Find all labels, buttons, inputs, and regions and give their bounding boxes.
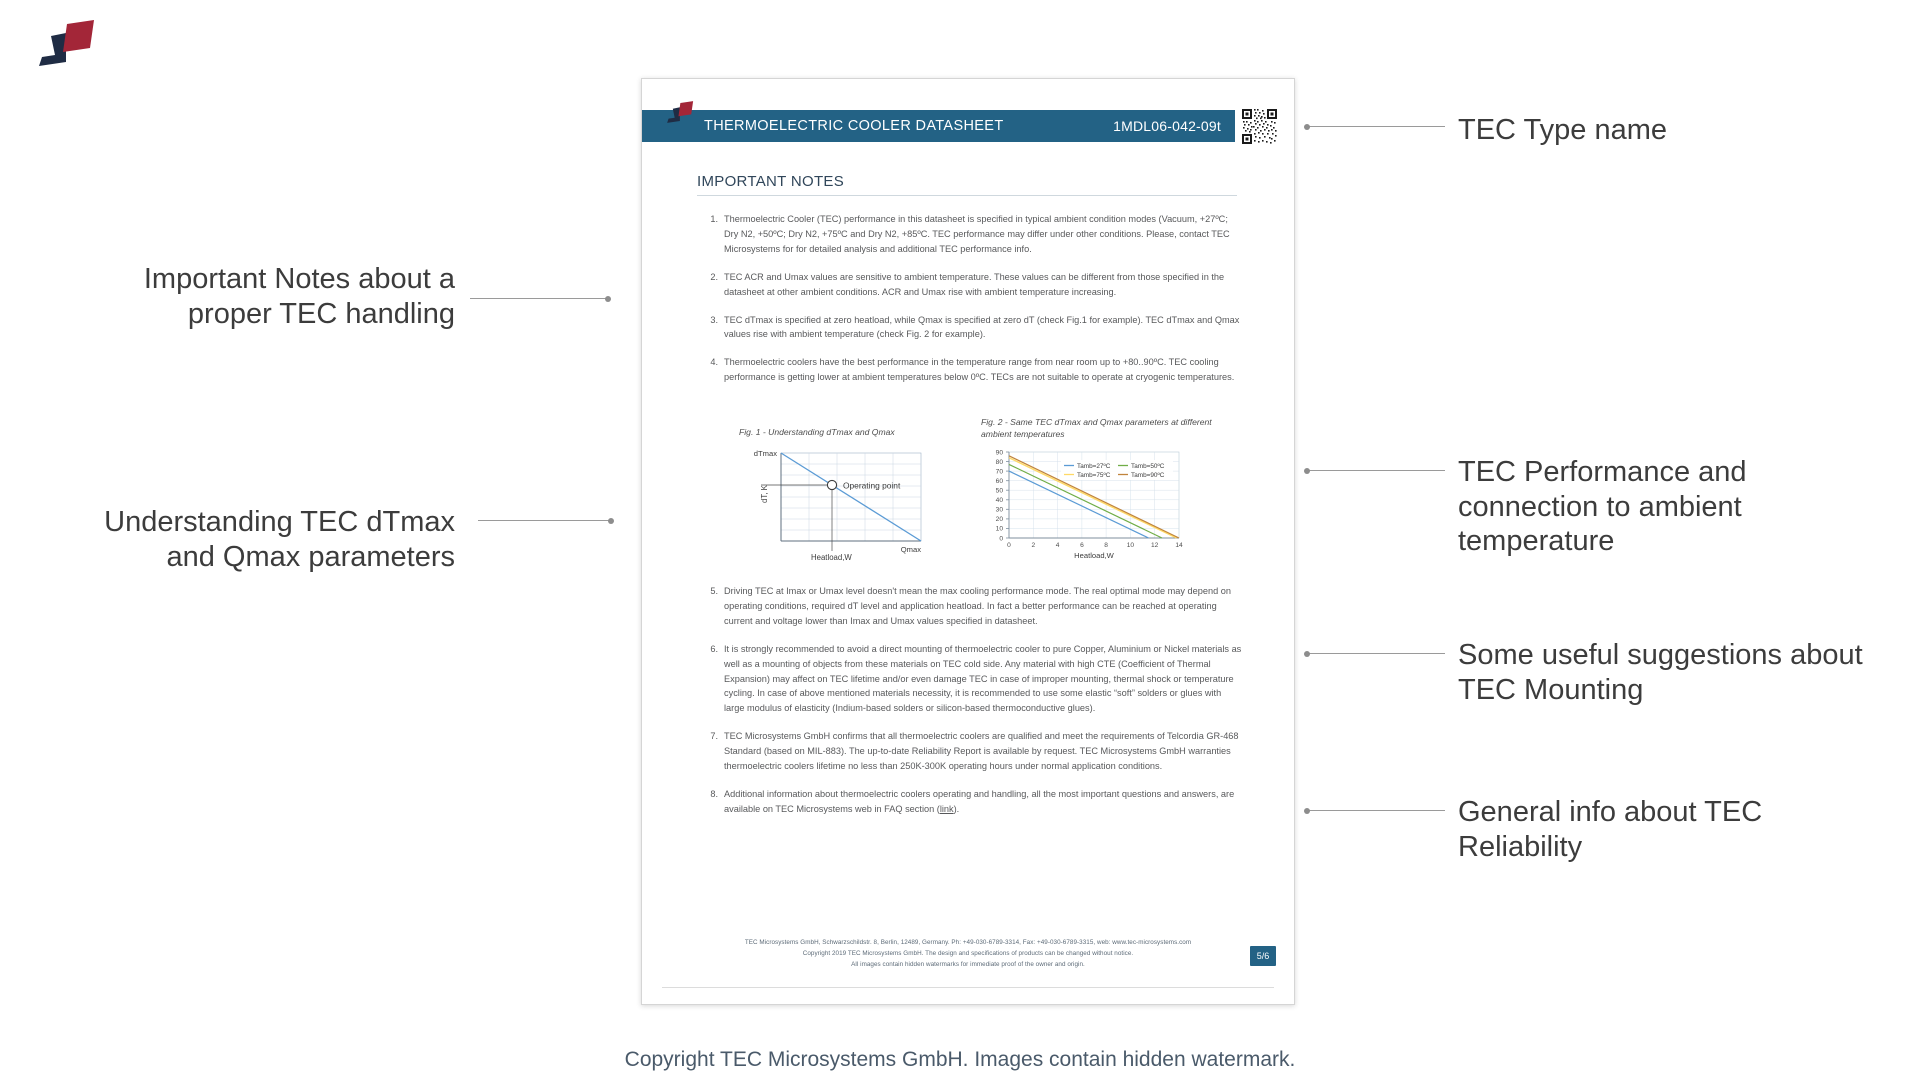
note-text: Thermoelectric Cooler (TEC) performance in this datasheet is specified in typical ambient condition modes (Vacuum, +27ºC; Dry N2, +50ºC; Dry N2, +75ºC and Dry N2, +85ºC. TEC performance may differ under other conditions. Please, contact TEC Microsystems for for detailed analysis and additional TEC performance info. [724, 214, 1230, 254]
callout-tec-performance-label: TEC Performance and connection to ambient temperature [1458, 456, 1747, 557]
figure-2-xlabel: Heatload,W [1074, 551, 1114, 561]
note-text: TEC Microsystems GmbH confirms that all thermoelectric coolers are qualified and meet the requirements of Telcordia GR-468 Standard (based on MIL-883). The up-to-date Reliability Report is available by request. TEC Microsystems GmbH warranties thermoelectric coolers lifetime no less than 250K-300K operating hours under normal application conditions. [724, 731, 1239, 772]
figure-1 [739, 427, 954, 565]
svg-text:80: 80 [995, 459, 1003, 467]
callout-important-notes [120, 262, 455, 331]
figure-2-caption: Fig. 2 - Same TEC dTmax and Qmax parameters at different ambient temperatures [981, 417, 1212, 439]
svg-text:Tamb=50ºC: Tamb=50ºC [1131, 463, 1165, 471]
svg-text:20: 20 [995, 516, 1003, 524]
leader-dot [1304, 808, 1310, 814]
note-item [699, 787, 1244, 817]
svg-text:0: 0 [999, 535, 1003, 543]
svg-text:40: 40 [995, 497, 1003, 505]
leader-line-important-notes [470, 298, 610, 299]
note-text: TEC dTmax is specified at zero heatload, while Qmax is specified at zero dT (check Fig.1 for example). TEC dTmax and Qmax values rise with ambient temperature (check Fig. 2 for example). [724, 314, 1240, 340]
footer-copyright-line: Copyright 2019 TEC Microsystems GmbH. The design and specifications of products can be changed without notice. [802, 949, 1134, 957]
datasheet-page [641, 78, 1295, 1005]
svg-text:Tamb=90ºC: Tamb=90ºC [1131, 472, 1165, 480]
note-item [699, 313, 1244, 343]
footer-divider [662, 987, 1274, 988]
note-number: 6. [710, 643, 718, 654]
qr-code-icon [1241, 108, 1278, 145]
note-item [699, 584, 1244, 629]
leader-dot [1304, 651, 1310, 657]
figure-2-xtick-labels [1007, 542, 1183, 549]
figure-1-annotation: Operating point [843, 480, 901, 491]
figure-1-ylabel-top: dTmax [753, 448, 777, 458]
note-number: 1. [710, 214, 718, 224]
footer-address-line: TEC Microsystems GmbH, Schwarzschildstr. 8, Berlin, 12489, Germany. Ph: +49-030-6789-3314, Fax: +49-030-6789-3315, web: www.tec-microsystems.com [744, 938, 1192, 946]
leader-line-tec-performance [1305, 470, 1445, 471]
section-divider [697, 195, 1237, 196]
note-number: 4. [710, 357, 718, 368]
figure-1-plot [739, 445, 954, 565]
note-text: TEC ACR and Umax values are sensitive to ambient temperature. These values can be different from those specified in the datasheet at other ambient conditions. ACR and Umax rise with ambient temperature increasing. [724, 271, 1225, 297]
note-text: It is strongly recommended to avoid a direct mounting of thermoelectric cooler to pure Copper, Aluminium or Nickel materials as well as a mounting of objects from these materials on TEC cold side. Any material with high CTE (Coefficient of Thermal Expansion) may affect on TEC lifetime and/or even damage TEC in case of improper mounting, thermal shock or temperature cycling. In case of above mentioned materials necessity, it is recommended to use some elastic “soft” solders or glues with large modulus of elasticity (Indium-based solders or silicon-based thermoconductive glues). [724, 643, 1242, 714]
leader-dot [1304, 468, 1310, 474]
svg-text:6: 6 [1080, 542, 1084, 550]
svg-text:4: 4 [1055, 542, 1060, 550]
svg-text:14: 14 [1175, 542, 1183, 550]
note-item [699, 355, 1244, 385]
note-text: Thermoelectric coolers have the best performance in the temperature range from near room up to +80..90ºC. TEC cooling performance is getting lower at ambient temperatures below 0ºC. TECs are not suitable to operate at cryogenic temperatures. [724, 357, 1235, 383]
tec-microsystems-logo-icon [661, 99, 695, 126]
figure-1-xlabel-end: Qmax [900, 544, 921, 554]
note-number: 7. [710, 731, 718, 742]
svg-text:70: 70 [995, 468, 1003, 476]
datasheet-title: THERMOELECTRIC COOLER DATASHEET [704, 118, 1004, 134]
svg-text:30: 30 [995, 506, 1003, 514]
callout-tec-reliability [1458, 795, 1858, 864]
leader-line-dtmax-qmax [478, 520, 613, 521]
tec-microsystems-logo-icon [26, 16, 98, 72]
page-number-badge: 5/6 [1250, 946, 1276, 966]
figure-2-legend [1061, 460, 1173, 480]
note-item [699, 212, 1244, 257]
callout-tec-mounting-label: Some useful suggestions about TEC Mounting [1458, 639, 1863, 706]
figure-1-caption: Fig. 1 - Understanding dTmax and Qmax [739, 427, 895, 437]
leader-line-tec-reliability [1305, 810, 1445, 811]
figures-row [699, 417, 1244, 572]
leader-line-tec-type-name [1305, 126, 1445, 127]
callout-dtmax-qmax-label: Understanding TEC dTmax and Qmax parameters [104, 506, 455, 573]
datasheet-header-band [642, 110, 1235, 142]
figure-1-ylabel: dT, K [760, 484, 769, 503]
leader-dot [605, 296, 611, 302]
figure-2-plot [981, 446, 1231, 574]
svg-text:10: 10 [995, 525, 1003, 533]
notes-list-bottom [699, 584, 1244, 830]
note-number: 3. [710, 314, 718, 325]
svg-text:Tamb=75ºC: Tamb=75ºC [1077, 472, 1111, 480]
svg-text:Tamb=27ºC: Tamb=27ºC [1077, 463, 1111, 471]
note-item [699, 729, 1244, 774]
faq-link[interactable]: link [939, 803, 954, 814]
figure-1-xlabel: Heatload,W [811, 552, 852, 562]
note-number: 8. [710, 788, 718, 799]
svg-text:60: 60 [995, 478, 1003, 486]
svg-text:90: 90 [995, 449, 1003, 457]
callout-important-notes-label: Important Notes about a proper TEC handling [143, 263, 455, 330]
note-number: 5. [710, 586, 718, 596]
svg-text:8: 8 [1104, 542, 1108, 550]
note-text-tail: ). [953, 803, 960, 814]
callout-dtmax-qmax [100, 505, 455, 574]
footer-watermark-line: All images contain hidden watermarks for immediate proof of the owner and origin. [851, 960, 1085, 968]
callout-tec-reliability-label: General info about TEC Reliability [1458, 796, 1763, 863]
note-text [724, 787, 1244, 817]
notes-list-top [699, 212, 1244, 398]
svg-text:50: 50 [995, 487, 1003, 495]
datasheet-footer [642, 937, 1294, 970]
svg-text:12: 12 [1151, 542, 1159, 550]
figure-2 [981, 417, 1231, 574]
datasheet-part-number: 1MDL06-042-09t [1113, 118, 1221, 134]
note-item [699, 642, 1244, 717]
svg-text:10: 10 [1126, 542, 1135, 550]
note-text: Driving TEC at Imax or Umax level doesn't mean the max cooling performance mode. The real optimal mode may depend on operating conditions, required dT level and application heatload. In fact a better performance can be reached at operating current and voltage lower than Imax and Umax values specified in datasheet. [724, 586, 1231, 626]
note-number: 2. [710, 271, 718, 282]
callout-tec-type-name [1458, 113, 1878, 148]
leader-dot [608, 518, 614, 524]
callout-tec-mounting [1458, 638, 1888, 707]
callout-tec-type-name-label: TEC Type name [1458, 114, 1668, 146]
note-item [699, 270, 1244, 300]
callout-tec-performance [1458, 455, 1858, 559]
note-text-head: Additional information about thermoelectric coolers operating and handling, all the most important questions and answers, are available on TEC Microsystems web in FAQ section ( [724, 788, 1235, 814]
svg-text:0: 0 [1007, 542, 1011, 550]
svg-text:2: 2 [1031, 542, 1036, 550]
section-title-important-notes: IMPORTANT NOTES [697, 173, 845, 190]
figure-2-ytick-labels [996, 449, 1004, 542]
leader-line-tec-mounting [1305, 653, 1445, 654]
leader-dot [1304, 124, 1310, 130]
slide-caption: Copyright TEC Microsystems GmbH. Images contain hidden watermark. [624, 1048, 1296, 1071]
